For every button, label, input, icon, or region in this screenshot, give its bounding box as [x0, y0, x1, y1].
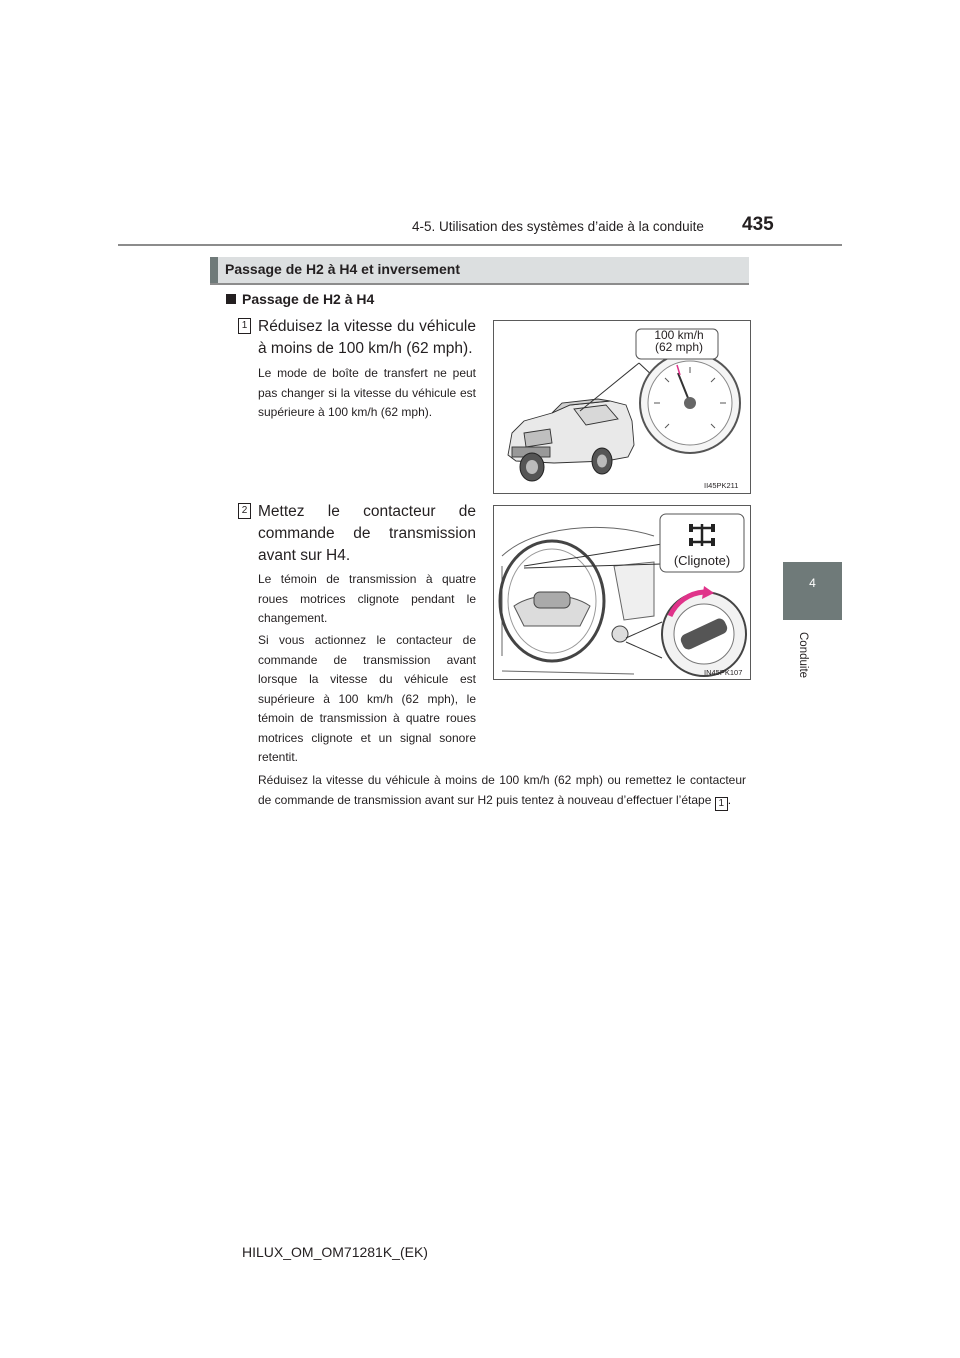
section-title: Passage de H2 à H4 et inversement [225, 261, 461, 277]
step-1-body: Le mode de boîte de transfert ne peut pas changer si la vitesse du véhicule est supérieure à 100 km/h (62 mph). [258, 366, 476, 419]
indicator-callout-label: (Clignote) [673, 553, 731, 568]
figure-1-code: II45PK211 [704, 481, 739, 490]
square-bullet-icon [226, 294, 236, 304]
closing-text: Réduisez la vitesse du véhicule à moins de 100 km/h (62 mph) ou remettez le contacteur de commande de transmission avant sur H2 puis tentez à nouveau d’effectuer l’étape [258, 773, 746, 807]
closing-step-ref: 1 [715, 797, 728, 811]
subheading [226, 291, 374, 307]
figure-2-code: IN45PK107 [704, 668, 743, 677]
speed-callout-line1: 100 km/h [654, 328, 704, 342]
closing-paragraph [258, 771, 746, 811]
speed-callout-line2: (62 mph) [654, 340, 704, 354]
chapter-tab-label: Conduite [797, 632, 809, 679]
figure-4wd-switch [493, 505, 751, 680]
header-rule [118, 244, 842, 246]
section-title-accent [210, 257, 218, 283]
chapter-tab-label-box [783, 620, 842, 690]
chapter-tab-number: 4 [809, 576, 816, 590]
chapter-tab [783, 562, 842, 620]
step-2-body-1: Le témoin de transmission à quatre roues motrices clignote pendant le changement. [258, 572, 476, 625]
running-header-section: 4-5. Utilisation des systèmes d’aide à la conduite [412, 219, 704, 234]
step-2-title: Mettez le contacteur de commande de transmission avant sur H4. [258, 503, 476, 564]
step-1-badge: 1 [238, 318, 251, 334]
page-number: 435 [742, 214, 774, 235]
step-1-title: Réduisez la vitesse du véhicule à moins de 100 km/h (62 mph). [258, 318, 476, 357]
figure-speedometer [493, 320, 751, 494]
document-footer: HILUX_OM_OM71281K_(EK) [242, 1244, 428, 1260]
step-2-badge: 2 [238, 503, 251, 519]
closing-punct: . [727, 792, 732, 807]
subheading-text: Passage de H2 à H4 [242, 291, 375, 307]
dashboard-switch-illustration [494, 506, 750, 679]
step-2-body-2: Si vous actionnez le contacteur de commande de transmission avant lorsque la vitesse du véhicule est supérieure à 100 km/h (62 mph), le témoin de transmission à quatre roues motrices clignote et un signal sonore retentit. [258, 633, 476, 764]
